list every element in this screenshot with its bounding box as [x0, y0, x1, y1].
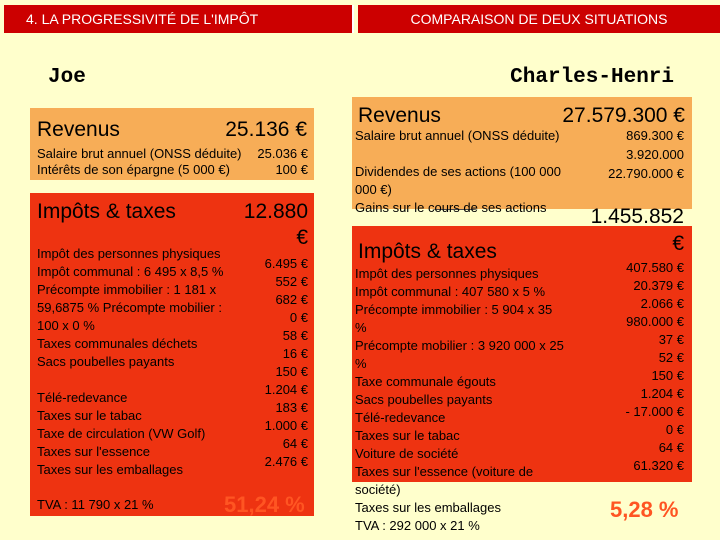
charles-henri-percent: 5,28 %: [610, 497, 679, 522]
charles-henri-tax-label-3: Précompte immobilier : 5 904 x 35: [355, 302, 553, 317]
joe-tax-value-2: 552 €: [275, 274, 308, 289]
charles-henri-income-value-1: 869.300 €: [626, 128, 684, 143]
joe-taxes-total-2: €: [296, 226, 308, 249]
joe-percent: 51,24 %: [224, 492, 305, 517]
joe-revenus-label: Revenus: [37, 118, 120, 141]
joe-income-label-2: Intérêts de son épargne (5 000 €): [37, 162, 230, 177]
joe-taxes-label: Impôts & taxes: [37, 200, 176, 223]
charles-henri-tax-value-5: 37 €: [658, 332, 684, 347]
joe-tax-value-12: 2.476 €: [264, 454, 308, 469]
charles-henri-tax-value-8: 1.204 €: [640, 386, 684, 401]
joe-taxes-total-1: 12.880: [243, 200, 308, 223]
charles-henri-tax-label-2: Impôt communal : 407 580 x 5 %: [355, 284, 546, 299]
charles-henri-income-extra-1: 1.455.852: [590, 205, 684, 228]
joe-tax-label-11: Taxe de circulation (VW Golf): [37, 426, 206, 441]
charles-henri-income-label-1: Salaire brut annuel (ONSS déduite): [355, 128, 560, 143]
joe-tax-label-4: 59,6875 % Précompte mobilier :: [37, 300, 222, 315]
joe-tax-value-8: 1.204 €: [264, 382, 308, 397]
joe-revenus-total: 25.136 €: [225, 118, 307, 141]
charles-henri-tax-value-2: 20.379 €: [633, 278, 684, 293]
joe-tax-label-10: Taxes sur le tabac: [37, 408, 142, 423]
joe-tax-value-7: 150 €: [275, 364, 308, 379]
charles-henri-tax-label-15: TVA : 292 000 x 21 %: [355, 518, 480, 533]
charles-henri-tax-label-9: Télé-redevance: [355, 410, 446, 425]
charles-henri-tax-value-11: 64 €: [658, 440, 684, 455]
charles-henri-tax-label-6: %: [355, 356, 367, 371]
charles-henri-tax-label-7: Taxe communale égouts: [355, 374, 496, 389]
joe-tva-label: TVA : 11 790 x 21 %: [37, 497, 154, 512]
charles-henri-revenus-label: Revenus: [358, 104, 441, 127]
charles-henri-tax-label-11: Voiture de société: [355, 446, 459, 461]
charles-henri-income-extra-2: €: [672, 232, 684, 255]
joe-name: Joe: [48, 66, 86, 89]
joe-tax-label-2: Impôt communal : 6 495 x 8,5 %: [37, 264, 224, 279]
joe-income-value-1: 25.036 €: [257, 146, 308, 161]
charles-henri-tax-value-4: 980.000 €: [626, 314, 684, 329]
charles-henri-income-value-2: 3.920.000: [626, 147, 684, 162]
charles-henri-income-value-3: 22.790.000 €: [608, 166, 684, 181]
joe-tax-label-1: Impôt des personnes physiques: [37, 246, 221, 261]
joe-tax-value-6: 16 €: [282, 346, 308, 361]
charles-henri-income-label-5: Gains sur le cours de ses actions: [355, 200, 547, 215]
joe-income-label-1: Salaire brut annuel (ONSS déduite): [37, 146, 242, 161]
charles-henri-tax-value-3: 2.066 €: [640, 296, 684, 311]
joe-tax-value-4: 0 €: [289, 310, 308, 325]
charles-henri-tax-value-12: 61.320 €: [633, 458, 684, 473]
charles-henri-tax-label-5: Précompte mobilier : 3 920 000 x 25: [355, 338, 564, 353]
charles-henri-tax-value-10: 0 €: [665, 422, 684, 437]
joe-tax-label-9: Télé-redevance: [37, 390, 128, 405]
charles-henri-income-label-3: Dividendes de ses actions (100 000: [355, 164, 561, 179]
charles-henri-tax-label-1: Impôt des personnes physiques: [355, 266, 539, 281]
charles-henri-revenus-total: 27.579.300 €: [562, 104, 685, 127]
joe-tax-label-13: Taxes sur les emballages: [37, 462, 183, 477]
charles-henri-tax-label-13: société): [355, 482, 401, 497]
joe-tax-value-9: 183 €: [275, 400, 308, 415]
joe-tax-label-3: Précompte immobilier : 1 181 x: [37, 282, 217, 297]
joe-tax-value-11: 64 €: [282, 436, 308, 451]
joe-income-value-2: 100 €: [275, 162, 308, 177]
joe-tax-value-10: 1.000 €: [264, 418, 308, 433]
joe-tax-value-5: 58 €: [282, 328, 308, 343]
charles-henri-tax-label-14: Taxes sur les emballages: [355, 500, 501, 515]
joe-tax-label-12: Taxes sur l'essence: [37, 444, 151, 459]
joe-tax-label-6: Taxes communales déchets: [37, 336, 198, 351]
charles-henri-tax-label-10: Taxes sur le tabac: [355, 428, 460, 443]
charles-henri-tax-label-8: Sacs poubelles payants: [355, 392, 493, 407]
charles-henri-tax-value-7: 150 €: [651, 368, 684, 383]
header-right-title: COMPARAISON DE DEUX SITUATIONS: [358, 5, 720, 33]
joe-tax-label-7: Sacs poubelles payants: [37, 354, 175, 369]
charles-henri-income-label-4: 000 €): [355, 182, 392, 197]
charles-henri-tax-value-1: 407.580 €: [626, 260, 684, 275]
charles-henri-taxes-label: Impôts & taxes: [358, 240, 497, 263]
charles-henri-tax-value-6: 52 €: [658, 350, 684, 365]
charles-henri-name: Charles-Henri: [510, 66, 674, 89]
header-left-title: 4. LA PROGRESSIVITÉ DE L'IMPÔT: [4, 5, 354, 33]
joe-tax-value-1: 6.495 €: [264, 256, 308, 271]
joe-tax-label-5: 100 x 0 %: [37, 318, 95, 333]
charles-henri-tax-label-12: Taxes sur l'essence (voiture de: [355, 464, 534, 479]
charles-henri-tax-value-9: - 17.000 €: [625, 404, 684, 419]
joe-tax-value-3: 682 €: [275, 292, 308, 307]
charles-henri-tax-label-4: %: [355, 320, 367, 335]
